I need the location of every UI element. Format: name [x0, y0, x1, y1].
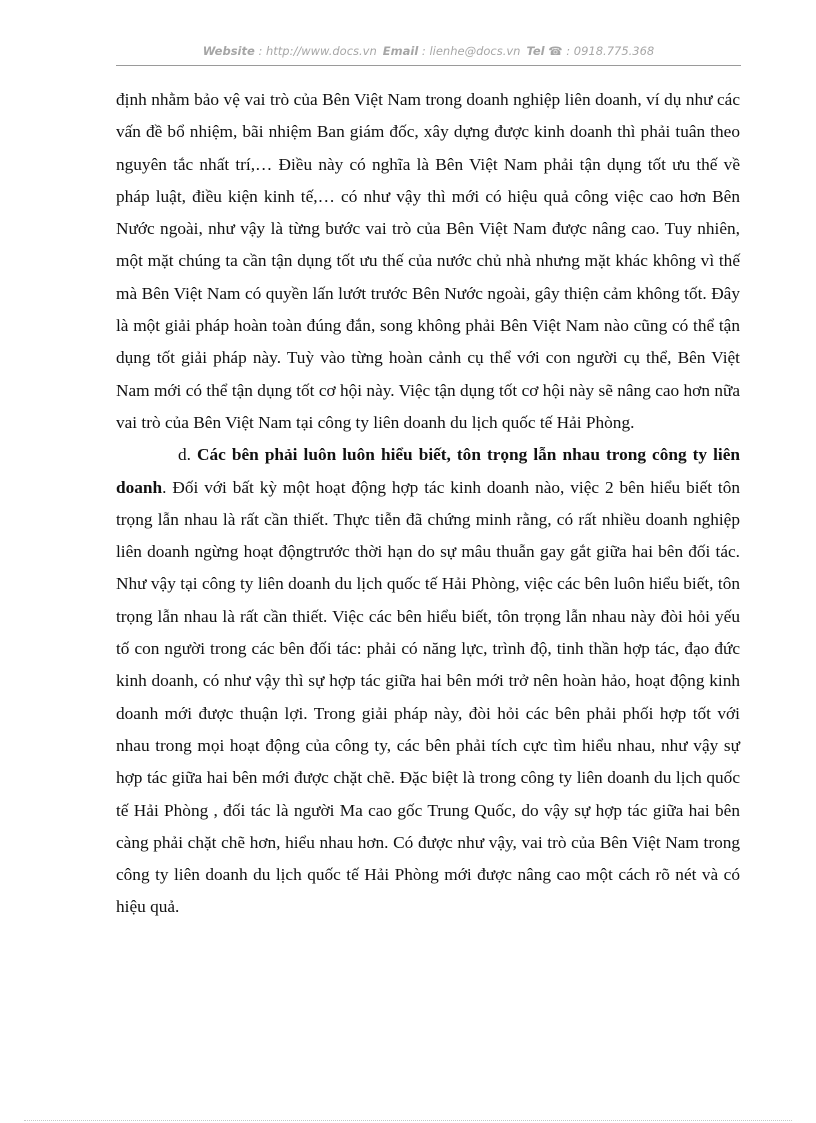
paragraph-2-text: . Đối với bất kỳ một hoạt động hợp tác kinh doanh nào, việc 2 bên hiểu biết tôn trọng lẫn nhau là rất cần thiết. Thực tiễn đã chứng minh rằng, có rất nhiều doanh nghiệp liên doanh ngừng hoạt độngtrước thời hạn do sự mâu thuẫn gay gắt giữa hai bên đối tác. Như vậy tại công ty liên doanh du lịch quốc tế Hải Phòng, việc các bên luôn hiểu biết, tôn trọng lẫn nhau là rất cần thiết. Việc các bên hiểu biết, tôn trọng lẫn nhau này đòi hỏi yếu tố con người trong các bên đối tác: phải có năng lực, trình độ, tinh thần hợp tác, đạo đức kinh doanh, có như vậy thì sự hợp tác giữa hai bên mới trở nên hoàn hảo, hoạt động kinh doanh mới được thuận lợi. Trong giải pháp này, đòi hỏi các bên phải phối hợp tốt với nhau trong mọi hoạt động của công ty, các bên phải tích cực tìm hiểu nhau, như vậy sự hợp tác giữa hai bên mới được chặt chẽ. Đặc biệt là trong công ty liên doanh du lịch quốc tế Hải Phòng , đối tác là người Ma cao gốc Trung Quốc, do vậy sự hợp tác giữa hai bên càng phải chặt chẽ hơn, hiểu nhau hơn. Có được như vậy, vai trò của Bên Việt Nam trong công ty liên doanh du lịch quốc tế Hải Phòng mới được nâng cao một cách rõ nét và có hiệu quả. — [116, 477, 740, 917]
footer-divider — [24, 1120, 792, 1121]
tel-value: 0918.775.368 — [573, 44, 655, 58]
email-label: Email — [382, 44, 419, 58]
document-body — [116, 84, 740, 924]
page-header: Website : http://www.docs.vn Email : lienhe@docs.vn Tel ☎ : 0918.775.368 — [202, 44, 655, 58]
paragraph-1: định nhằm bảo vệ vai trò của Bên Việt Nam trong doanh nghiệp liên doanh, ví dụ như các vấn đề bổ nhiệm, bãi nhiệm Ban giám đốc, xây dựng được kinh doanh thì phải tuân theo nguyên tắc nhất trí,… Điều này có nghĩa là Bên Việt Nam phải tận dụng tốt ưu thế về pháp luật, điều kiện kinh tế,… có như vậy thì mới có hiệu quả công việc cao hơn Bên Nước ngoài, như vậy là từng bước vai trò của Bên Việt Nam được nâng cao. Tuy nhiên, một mặt chúng ta cần tận dụng tốt ưu thế của nước chủ nhà nhưng mặt khác không vì thế mà Bên Việt Nam có quyền lấn lướt trước Bên Nước ngoài, gây thiện cảm không tốt. Đây là một giải pháp hoàn toàn đúng đắn, song không phải Bên Việt Nam nào cũng có thể tận dụng tốt giải pháp này. Tuỳ vào từng hoàn cảnh cụ thể với con người cụ thể, Bên Việt Nam mới có thể tận dụng tốt cơ hội này. Việc tận dụng tốt cơ hội này sẽ nâng cao hơn nữa vai trò của Bên Việt Nam tại công ty liên doanh du lịch quốc tế Hải Phòng. — [116, 90, 740, 432]
paragraph-2-heading: Các bên phải luôn luôn hiểu biết, tôn trọng lẫn nhau trong công ty liên doanh — [116, 445, 740, 497]
header-divider — [116, 65, 741, 66]
paragraph-2 — [116, 439, 740, 923]
phone-icon: ☎ — [548, 44, 563, 58]
website-link[interactable]: http://www.docs.vn — [266, 44, 377, 58]
tel-label: Tel — [526, 44, 545, 58]
list-marker: d. — [178, 445, 191, 465]
website-label: Website — [202, 44, 255, 58]
email-link[interactable]: lienhe@docs.vn — [429, 44, 521, 58]
